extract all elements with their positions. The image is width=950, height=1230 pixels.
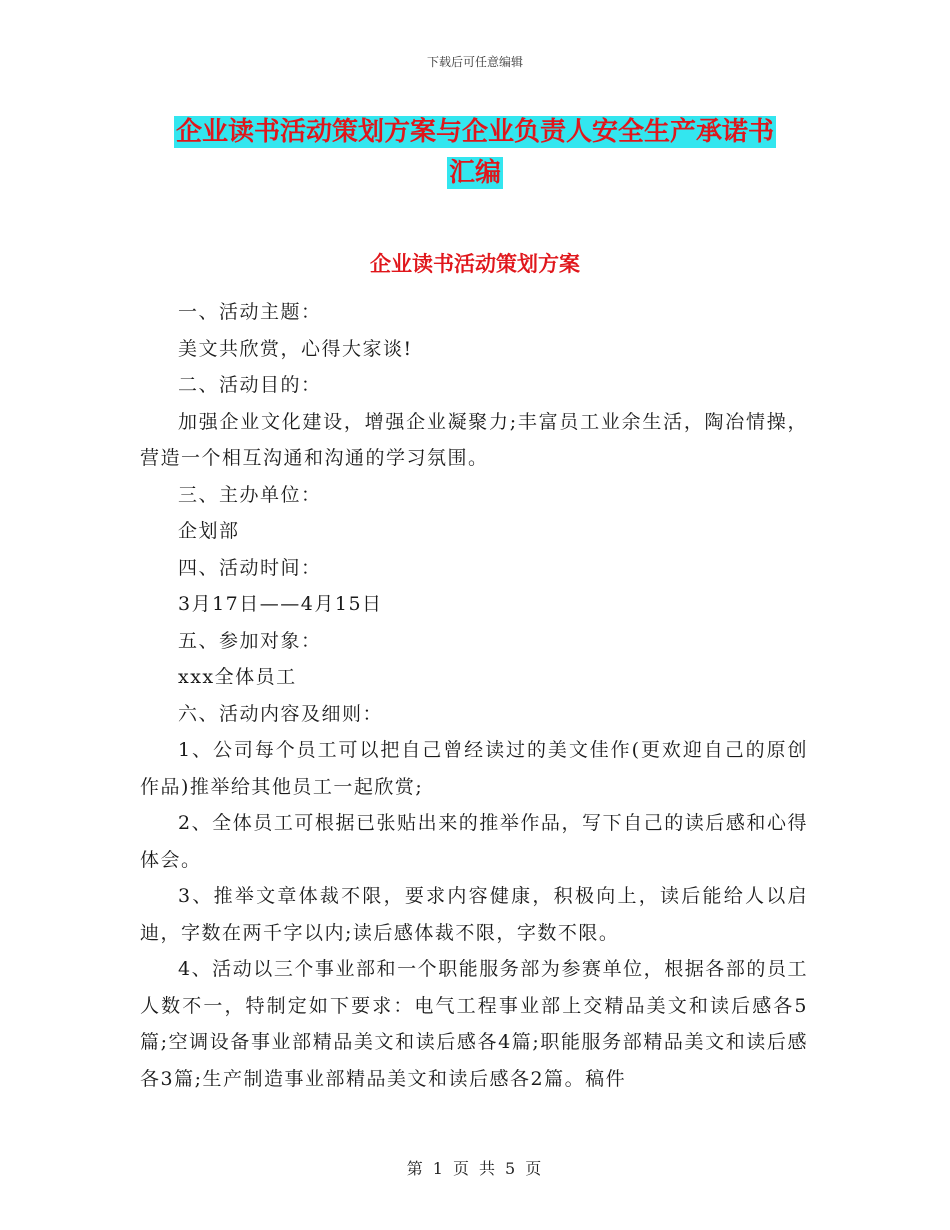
footer-prefix: 第	[406, 1159, 425, 1178]
paragraph: 三、主办单位：	[178, 483, 322, 506]
paragraph: 一、活动主题：	[178, 301, 322, 323]
paragraph: xxx全体员工	[178, 666, 297, 688]
paragraph: 二、活动目的：	[178, 374, 322, 396]
paragraph: 五、参加对象：	[178, 629, 322, 652]
main-title	[140, 112, 810, 194]
paragraph: 2、全体员工可根据已张贴出来的推举作品，写下自己的读后感和心得体会。	[140, 812, 808, 871]
footer-total-prefix: 共	[479, 1159, 498, 1178]
footer-suffix: 页	[525, 1159, 544, 1178]
paragraph: 1、公司每个员工可以把自己曾经读过的美文佳作(更欢迎自己的原创作品)推举给其他员工一起欣赏;	[140, 739, 808, 798]
paragraph: 六、活动内容及细则：	[178, 702, 384, 725]
page-footer	[0, 1156, 950, 1179]
section-title: 企业读书活动策划方案	[370, 252, 580, 276]
main-title-line2: 汇编	[448, 158, 501, 188]
footer-page-number: 1	[432, 1159, 445, 1178]
paragraph: 4、活动以三个事业部和一个职能服务部为参赛单位，根据各部的员工人数不一，特制定如下要求：电气工程事业部上交精品美文和读后感各5篇;空调设备事业部精品美文和读后感各4篇;职能服务部精品美文和读后感各3篇;生产制造事业部精品美文和读后感各2篇。稿件	[140, 958, 808, 1090]
paragraph: 3、推举文章体裁不限，要求内容健康，积极向上，读后能给人以启迪，字数在两千字以内;读后感体裁不限，字数不限。	[140, 885, 808, 944]
paragraph: 四、活动时间：	[178, 556, 322, 579]
paragraph: 加强企业文化建设，增强企业凝聚力;丰富员工业余生活，陶冶情操，营造一个相互沟通和沟通的学习氛围。	[140, 410, 808, 469]
paragraph: 企划部	[178, 520, 240, 542]
paragraph: 美文共欣赏，心得大家谈!	[178, 337, 413, 360]
footer-mid: 页	[452, 1159, 471, 1178]
footer-total-pages: 5	[505, 1159, 518, 1178]
main-title-line1: 企业读书活动策划方案与企业负责人安全生产承诺书	[175, 117, 774, 147]
paragraph: 3月17日——4月15日	[178, 593, 383, 615]
header-note: 下载后可任意编辑	[426, 55, 523, 69]
document-body	[140, 294, 808, 1097]
